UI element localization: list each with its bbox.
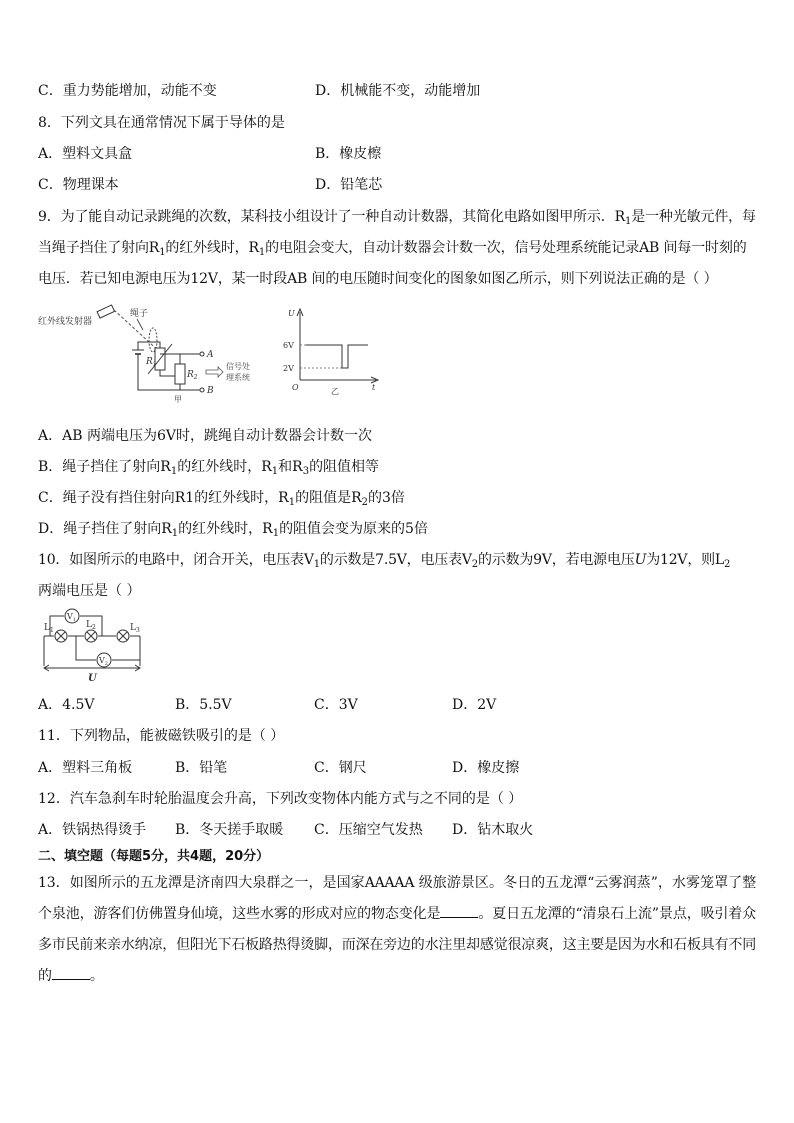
terminal-a (200, 352, 204, 356)
l1-label: $L_1$ (44, 623, 54, 634)
lamp-l2 (85, 630, 97, 642)
q10-stem-line-1: 10．如图所示的电路中，闭合开关，电压表$V_1$的示数是7.5V，电压表$V_2$的示数为9V，若电源电压U为12V，则$L_2$ (38, 552, 731, 570)
figure-yi-caption: 乙 (331, 387, 339, 396)
q10-stem-line-2: 两端电压是（ ） (38, 583, 141, 599)
q10-option-d: D．2V (452, 697, 497, 713)
q10-option-b: B．5.5V (175, 697, 232, 713)
q12-option-c: C．压缩空气发热 (314, 822, 423, 838)
q9-stem-line-1: 9．为了能自动记录跳绳的次数，某科技小组设计了一种自动计数器，其简化电路如图甲所示．$R_1$是一种光敏元件，每 (38, 209, 756, 227)
q9-figure-jia-circuit (36, 302, 271, 404)
q10-option-a: A．4.5V (38, 697, 95, 713)
q8-option-a: A．塑料文具盒 (38, 146, 133, 162)
q10-option-c: C．3V (314, 697, 358, 713)
u-axis-label: U (288, 309, 295, 318)
voltmeter-v1 (65, 609, 79, 623)
rope-label: 绳子 (130, 309, 149, 319)
q9-option-a: A．AB 两端电压为6V时，跳绳自动计数器会计数一次 (38, 428, 372, 444)
emitter-label: 红外线发射器 (38, 317, 93, 327)
terminal-b-label: B (207, 386, 214, 396)
section-title-fill-in: 二、填空题（每题5分，共4题，20分） (38, 849, 270, 864)
q9-stem-line-3: 电压．若已知电源电压为12V，某一时段AB 间的电压随时间变化的图象如图乙所示，则下列说法正确的是（ ） (38, 271, 718, 287)
q9-option-c: C．绳子没有挡住射向R1的红外线时，$R_1$的阻值是$R_2$的3倍 (38, 490, 405, 508)
q9-stem-line-2: 当绳子挡住了射向$R_1$的红外线时，$R_1$的电阻会变大，自动计数器会计数一次，信号处理系统能记录AB 间每一时刻的 (38, 240, 747, 258)
svg-text:V2: $V_2$ (99, 656, 108, 667)
figure-jia-caption: 甲 (174, 395, 182, 404)
voltmeter-v2 (97, 653, 111, 667)
u-label: U (88, 673, 97, 684)
tick-6v: 6V (283, 341, 294, 350)
q12-stem: 12．汽车急刹车时轮胎温度会升高，下列改变物体内能方式与之不同的是（ ） (38, 791, 523, 807)
l3-label: $L_3$ (130, 623, 140, 634)
svg-text:V1: $V_1$ (67, 612, 76, 623)
terminal-b (200, 388, 204, 392)
signal-label-2: 理系统 (226, 373, 250, 382)
r2-resistor (175, 364, 185, 384)
arrow-icon (206, 367, 223, 377)
q7-option-d: D．机械能不变，动能增加 (315, 83, 481, 99)
q8-option-b: B．橡皮檫 (315, 146, 382, 162)
lamp-l3 (117, 630, 129, 642)
origin-label: O (292, 383, 299, 392)
q13-blank-1[interactable] (440, 905, 478, 918)
emitter-icon (97, 305, 114, 318)
q9-option-b: B．绳子挡住了射向$R_1$的红外线时，$R_1$和$R_3$的阻值相等 (38, 459, 380, 477)
terminal-a-label: A (207, 350, 214, 360)
r2-label: $R_2$ (187, 370, 198, 381)
signal-label-1: 信号处 (226, 362, 250, 371)
t-axis-label: t (372, 383, 376, 392)
q12-option-d: D．钻木取火 (452, 822, 534, 838)
q13-blank-2[interactable] (52, 967, 90, 980)
q11-option-d: D．橡皮擦 (452, 760, 520, 776)
voltage-waveform (306, 345, 368, 368)
q12-option-a: A．铁锅热得烫手 (38, 822, 147, 838)
tick-2v: 2V (283, 364, 294, 373)
q11-stem: 11．下列物品，能被磁铁吸引的是（ ） (38, 728, 285, 744)
q8-stem: 8．下列文具在通常情况下属于导体的是 (38, 115, 285, 131)
q13-paragraph: 13．如图所示的五龙潭是济南四大泉群之一，是国家AAAAA 级旅游景区。冬日的五龙潭“云雾润蒸”，水雾笼罩了整个泉池，游客们仿佛置身仙境，这些水雾的形成对应的物态变化是 。夏日五龙潭的“清泉石上流”景点，吸引着众多市民前来亲水纳凉，但阳光下石板路热得烫脚，而深在旁边的水注里却感觉很凉爽，这主要是因为水和石板具有不同的 。 (38, 875, 756, 984)
q12-option-b: B．冬天搓手取暖 (175, 822, 284, 838)
q8-option-d: D．铅笔芯 (315, 177, 383, 193)
q11-option-a: A．塑料三角板 (38, 760, 133, 776)
r1-label: $R_1$ (146, 357, 157, 368)
q11-option-c: C．钢尺 (314, 760, 367, 776)
q7-option-c: C．重力势能增加，动能不变 (38, 83, 217, 99)
lamp-l1 (55, 630, 67, 642)
q11-option-b: B．铅笔 (175, 760, 228, 776)
q8-option-c: C．物理课本 (38, 177, 119, 193)
l2-label: $L_2$ (86, 620, 96, 631)
q10-circuit-figure (36, 604, 148, 684)
q9-option-d: D．绳子挡住了射向$R_1$的红外线时，$R_1$的阻值会变为原来的5倍 (38, 521, 428, 539)
q9-figure-yi-graph (278, 306, 388, 398)
